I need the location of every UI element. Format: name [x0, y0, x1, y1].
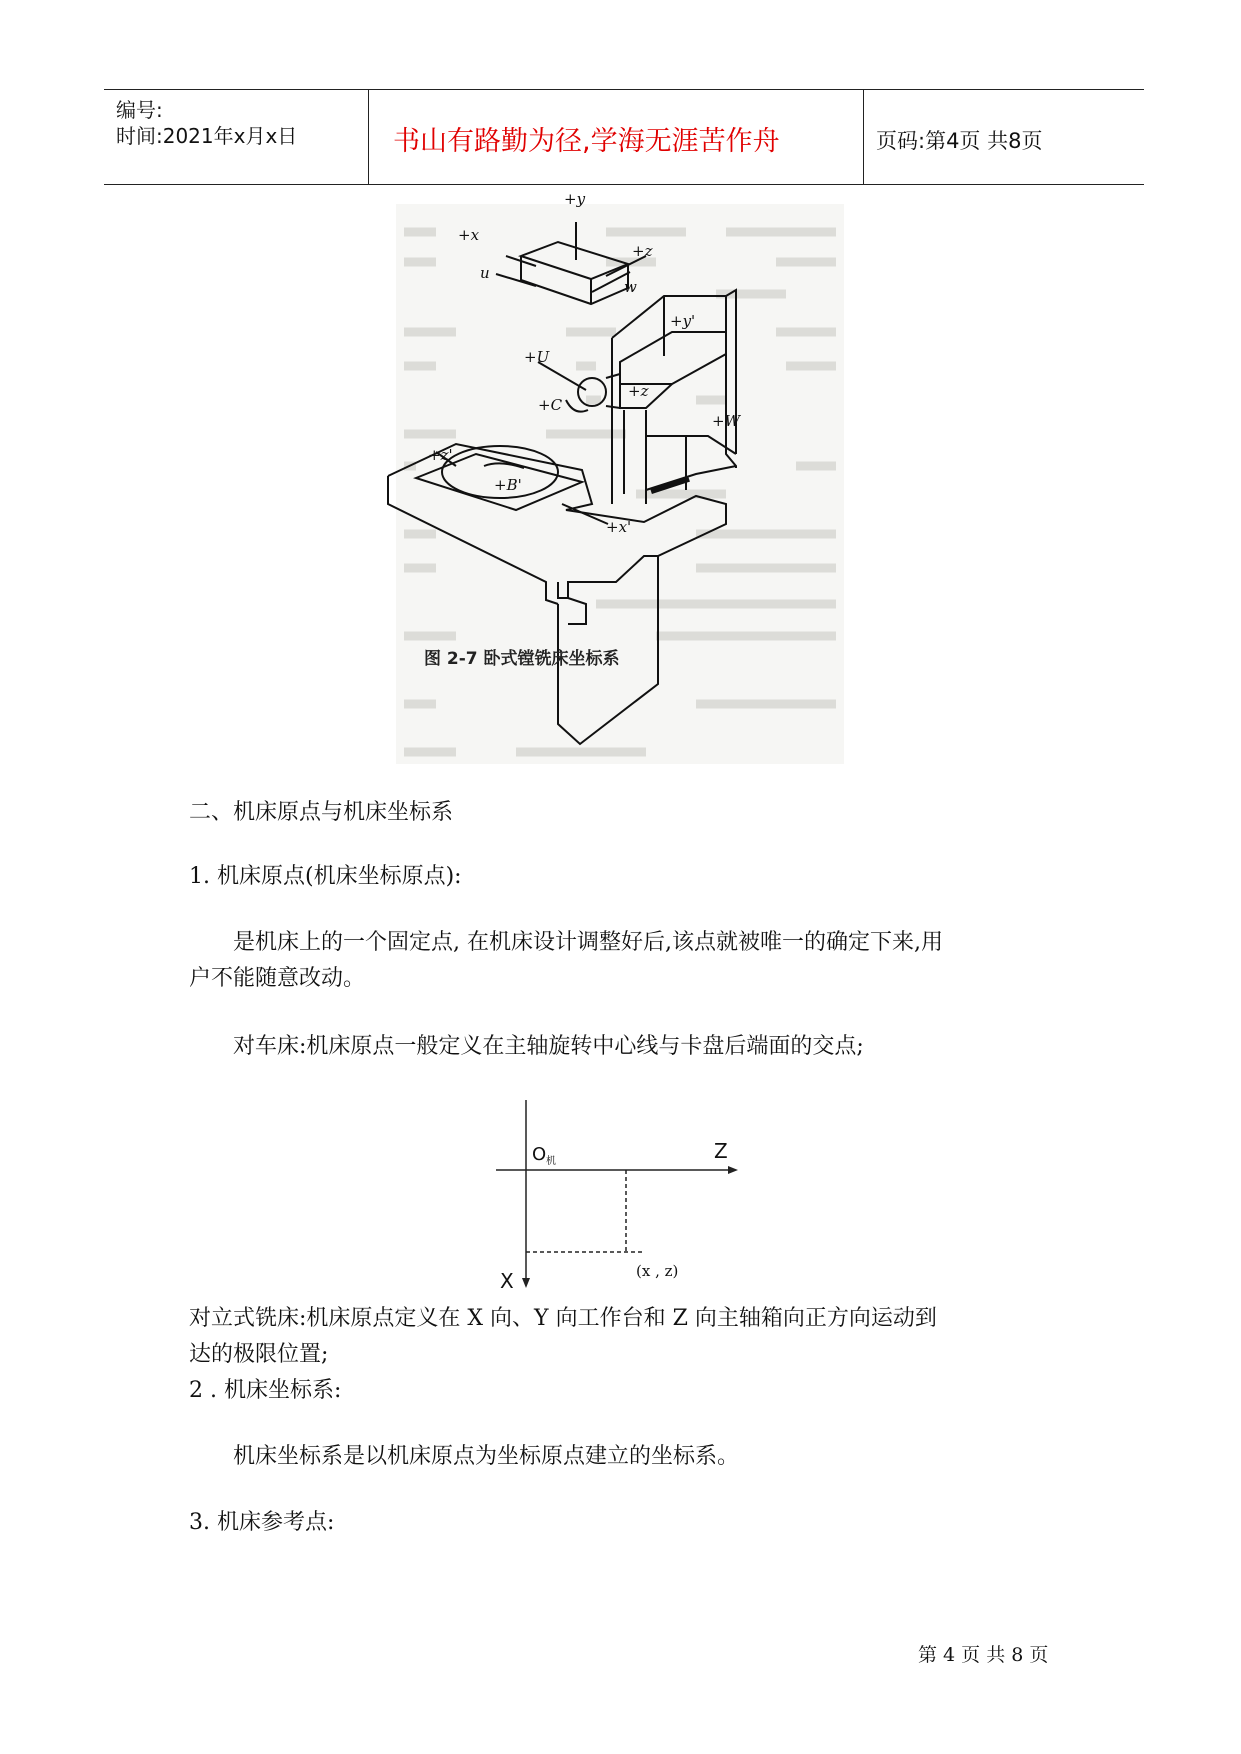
figure-background [396, 204, 844, 764]
z-arrowhead [728, 1166, 738, 1174]
item1-para-line2: 户不能随意改动。 [189, 966, 366, 991]
figure-caption: 图 2-7 卧式镗铣床坐标系 [424, 649, 620, 669]
x-arrowhead [522, 1278, 530, 1288]
item2-para: 机床坐标系是以机床原点为坐标原点建立的坐标系。 [233, 1444, 740, 1469]
svg-text:+x: +x [458, 226, 480, 244]
origin-subscript: 机 [546, 1156, 556, 1167]
svg-text:+x': +x' [606, 518, 632, 536]
item1-title: 1. 机床原点(机床坐标原点): [189, 864, 462, 889]
time-label: 时间:2021年x月x日 [116, 124, 298, 148]
svg-text:u: u [480, 264, 490, 282]
z-axis-label: Z [714, 1139, 728, 1163]
header-table [104, 89, 1144, 185]
svg-text:+z: +z [632, 242, 653, 260]
svg-text:w: w [624, 278, 637, 296]
point-label: (x , z) [636, 1262, 679, 1280]
header-motto: 书山有路勤为径,学海无涯苦作舟 [393, 126, 780, 157]
lathe-axes-diagram [486, 1100, 744, 1293]
svg-text:+z: +z [628, 382, 649, 400]
header-page-cell [862, 90, 1144, 184]
mill-text-line2: 达的极限位置; [189, 1342, 329, 1367]
svg-text:+U: +U [524, 348, 550, 366]
origin-label: O [532, 1144, 547, 1165]
header-page-label: 页码:第4页 共8页 [876, 129, 1043, 153]
doc-number-label: 编号: [116, 98, 163, 122]
item3-title: 3. 机床参考点: [189, 1510, 335, 1535]
header-motto-cell [368, 90, 864, 184]
svg-text:+C: +C [538, 396, 563, 414]
svg-text:+y: +y [564, 190, 586, 208]
machine-coordinate-figure [396, 190, 844, 764]
x-axis-label: X [500, 1269, 514, 1293]
section-title: 二、机床原点与机床坐标系 [189, 800, 454, 825]
item1-para-line1: 是机床上的一个固定点, 在机床设计调整好后,该点就被唯一的确定下来,用 [233, 930, 943, 955]
axes-lines [496, 1100, 732, 1282]
svg-text:+y': +y' [670, 312, 696, 330]
page-footer: 第 4 页 共 8 页 [918, 1644, 1049, 1666]
item2-title: 2 . 机床坐标系: [189, 1378, 342, 1403]
header-left-cell [104, 90, 368, 184]
svg-text:+W: +W [712, 412, 740, 430]
svg-text:+B': +B' [494, 476, 522, 494]
lathe-text: 对车床:机床原点一般定义在主轴旋转中心线与卡盘后端面的交点; [233, 1034, 864, 1059]
mill-text-line1: 对立式铣床:机床原点定义在 X 向、Y 向工作台和 Z 向主轴箱向正方向运动到 [189, 1306, 937, 1331]
svg-text:+z': +z' [428, 446, 453, 464]
